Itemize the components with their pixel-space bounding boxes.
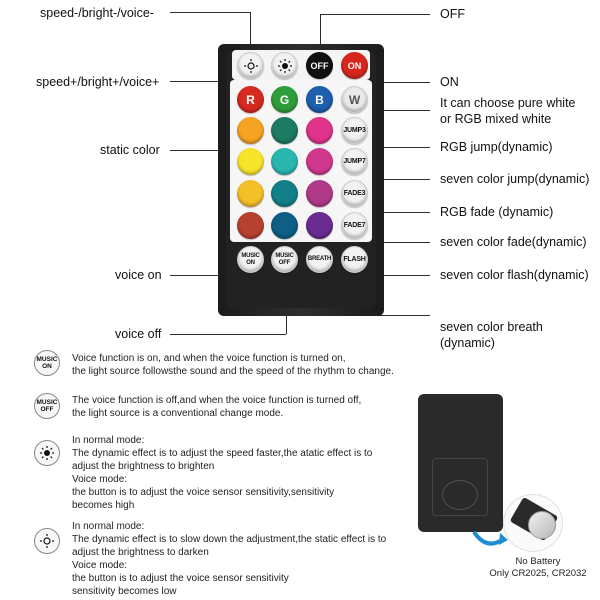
on-button[interactable] [341, 52, 368, 79]
bright-up-button[interactable] [271, 52, 298, 79]
music-off-desc-line2: the light source is a conventional change mode. [72, 408, 284, 419]
bright-up-desc-line5: the button is to adjust the voice sensor sensitivity,sensitivity [72, 487, 335, 498]
battery-tray-outline [442, 480, 478, 510]
fade7-label: FADE7 [343, 222, 366, 229]
music-on-icon [34, 350, 60, 376]
bright-down-desc-line4: Voice mode: [72, 560, 128, 571]
music-on-desc-line1: Voice function is on, and when the voice function is turned on, [72, 353, 346, 364]
fade3-button[interactable] [341, 180, 368, 207]
sun-icon [39, 445, 55, 461]
label-voice-on: voice on [115, 268, 162, 282]
label-white-1: It can choose pure white [440, 96, 576, 110]
bright-up-desc-line3: adjust the brightness to brighten [72, 461, 215, 472]
breath-button[interactable] [306, 246, 333, 273]
bright-down-button[interactable] [237, 52, 264, 79]
flash-label: FLASH [343, 256, 366, 263]
jump3-label: JUMP3 [343, 127, 366, 134]
bright-up-desc [72, 434, 372, 512]
bright-down-desc-line6: sensitivity becomes low [72, 586, 177, 597]
white-button-label: W [348, 92, 361, 107]
bright-up-desc-line4: Voice mode: [72, 474, 128, 485]
jump7-button[interactable] [341, 148, 368, 175]
label-breath-1: seven color breath [440, 320, 543, 334]
color-button-cyan[interactable] [271, 148, 298, 175]
music-on-desc-line2: the light source followsthe sound and the speed of the rhythm to change. [72, 366, 394, 377]
music-on-icon-text-1: MUSIC [36, 356, 58, 363]
pointer-line [170, 12, 250, 13]
color-button-orange[interactable] [237, 117, 264, 144]
label-rgb-jump: RGB jump(dynamic) [440, 140, 553, 154]
label-speed-up: speed+/bright+/voice+ [36, 75, 160, 89]
bright-down-desc-line5: the button is to adjust the voice sensor sensitivity [72, 573, 289, 584]
bright-up-desc-line2: The dynamic effect is to adjust the speed faster,the atatic effect is to [72, 448, 373, 459]
color-button-navy[interactable] [271, 212, 298, 239]
green-button[interactable] [271, 86, 298, 113]
music-on-desc [72, 352, 394, 378]
color-button-teal[interactable] [271, 180, 298, 207]
remote-back [418, 394, 503, 532]
sun-icon [243, 58, 259, 74]
bright-up-desc-line6: becomes high [72, 500, 135, 511]
breath-label: BREATH [307, 256, 332, 262]
music-off-label-1: MUSIC [275, 252, 294, 259]
battery-note-line1: No Battery [515, 556, 561, 567]
music-on-button[interactable] [237, 246, 264, 273]
music-off-icon-text-1: MUSIC [36, 399, 58, 406]
label-seven-flash: seven color flash(dynamic) [440, 268, 589, 282]
color-button-pink[interactable] [306, 148, 333, 175]
label-off: OFF [440, 7, 465, 21]
battery-note-line2: Only CR2025, CR2032 [489, 568, 587, 579]
fade3-label: FADE3 [343, 190, 366, 197]
jump3-button[interactable] [341, 117, 368, 144]
pointer-line [170, 334, 286, 335]
color-button-dark-red[interactable] [237, 212, 264, 239]
fade7-button[interactable] [341, 212, 368, 239]
label-on: ON [440, 75, 459, 89]
bright-down-desc-line1: In normal mode: [72, 521, 145, 532]
coin-cell-icon [528, 511, 556, 539]
battery-note [483, 556, 593, 580]
color-button-dark-green[interactable] [271, 117, 298, 144]
red-button-label: R [246, 92, 255, 107]
music-off-label-2: OFF [278, 259, 291, 266]
music-off-desc-line1: The voice function is off,and when the voice function is turned off, [72, 395, 362, 406]
sun-icon [39, 533, 55, 549]
bright-down-icon [34, 528, 60, 554]
label-white-2: or RGB mixed white [440, 112, 552, 126]
green-button-label: G [279, 92, 290, 107]
blue-button[interactable] [306, 86, 333, 113]
sun-icon [277, 58, 293, 74]
color-button-violet[interactable] [306, 212, 333, 239]
bright-down-desc-line3: adjust the brightness to darken [72, 547, 209, 558]
color-button-amber[interactable] [237, 180, 264, 207]
jump7-label: JUMP7 [343, 158, 366, 165]
on-button-label: ON [347, 60, 362, 71]
music-off-icon [34, 393, 60, 419]
color-button-purple-pink[interactable] [306, 180, 333, 207]
label-speed-down: speed-/bright-/voice- [40, 6, 154, 20]
label-static-color: static color [100, 143, 160, 157]
color-button-yellow[interactable] [237, 148, 264, 175]
bright-down-desc-line2: The dynamic effect is to slow down the adjustment,the static effect is to [72, 534, 387, 545]
blue-button-label: B [315, 92, 324, 107]
flash-button[interactable] [341, 246, 368, 273]
music-off-icon-text-2: OFF [40, 406, 54, 413]
label-voice-off: voice off [115, 327, 162, 341]
off-button-label: OFF [310, 60, 329, 71]
battery-tray [503, 494, 563, 552]
red-button[interactable] [237, 86, 264, 113]
white-button[interactable] [341, 86, 368, 113]
label-seven-jump: seven color jump(dynamic) [440, 172, 590, 186]
arrow-icon [472, 528, 508, 550]
bright-up-desc-line1: In normal mode: [72, 435, 145, 446]
music-off-button[interactable] [271, 246, 298, 273]
bright-down-desc [72, 520, 386, 598]
pointer-line [320, 14, 430, 15]
label-rgb-fade: RGB fade (dynamic) [440, 205, 554, 219]
music-on-label-2: ON [246, 259, 255, 266]
label-seven-fade: seven color fade(dynamic) [440, 235, 587, 249]
bright-up-icon [34, 440, 60, 466]
color-button-magenta[interactable] [306, 117, 333, 144]
label-breath-2: (dynamic) [440, 336, 495, 350]
music-on-icon-text-2: ON [42, 363, 52, 370]
off-button[interactable] [306, 52, 333, 79]
music-on-label-1: MUSIC [241, 252, 260, 259]
music-off-desc [72, 394, 361, 420]
